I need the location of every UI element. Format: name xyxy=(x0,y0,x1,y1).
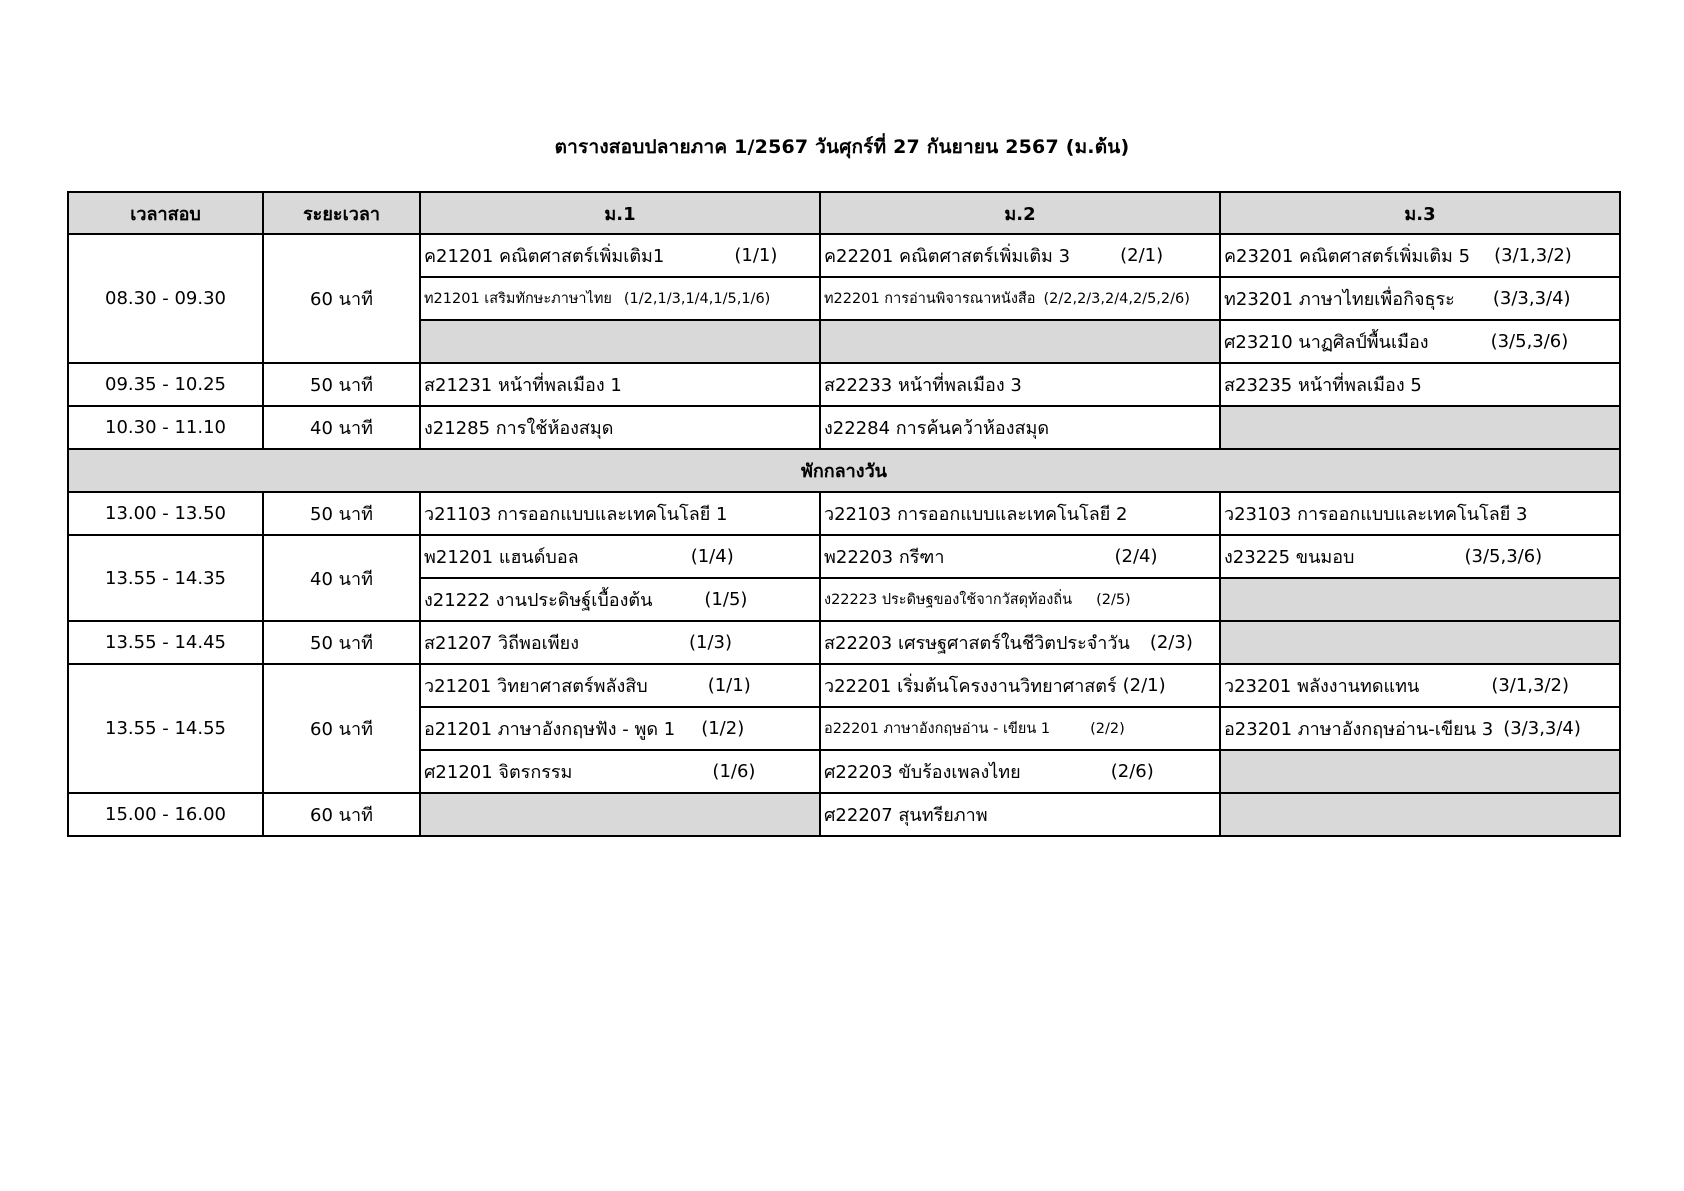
empty-cell xyxy=(820,320,1220,363)
m3-subject-cell xyxy=(1220,535,1620,578)
table-row xyxy=(68,621,1620,664)
subject-name: ค23201 คณิตศาสตร์เพิ่มเติม 5 xyxy=(1224,246,1471,267)
class-list: (2/4) xyxy=(1114,546,1158,567)
m2-subject-cell xyxy=(820,578,1220,621)
m1-subject-cell xyxy=(420,234,820,277)
exam-schedule-table xyxy=(67,191,1621,837)
m2-subject-cell: ส22233 หน้าที่พลเมือง 3 xyxy=(820,363,1220,406)
subject-name: ศ22203 ขับร้องเพลงไทย xyxy=(824,762,1021,783)
duration-cell: 60 นาที xyxy=(263,664,420,793)
duration-cell: 40 นาที xyxy=(263,406,420,449)
m1-subject-cell xyxy=(420,535,820,578)
m2-subject-cell xyxy=(820,707,1220,750)
empty-cell xyxy=(1220,793,1620,836)
subject-name: ง23225 ขนมอบ xyxy=(1224,547,1355,568)
class-list: (1/1) xyxy=(707,675,751,696)
header-row xyxy=(68,192,1620,234)
subject-name: อ22201 ภาษาอังกฤษอ่าน - เขียน 1 xyxy=(824,721,1051,737)
empty-cell xyxy=(420,320,820,363)
m3-subject-cell xyxy=(1220,277,1620,320)
m1-subject-cell xyxy=(420,750,820,793)
m1-subject-cell: ง21285 การใช้ห้องสมุด xyxy=(420,406,820,449)
m2-subject-cell xyxy=(820,750,1220,793)
table-row xyxy=(68,363,1620,406)
subject-name: ศ23210 นาฏศิลป์พื้นเมือง xyxy=(1224,332,1429,353)
class-list: (1/6) xyxy=(712,761,756,782)
lunch-break-label: พักกลางวัน xyxy=(68,449,1620,492)
time-cell: 10.30 - 11.10 xyxy=(68,406,263,449)
time-cell: 13.55 - 14.35 xyxy=(68,535,263,621)
class-list: (3/3,3/4) xyxy=(1492,288,1571,309)
class-list: (2/3) xyxy=(1149,632,1193,653)
m2-subject-cell xyxy=(820,277,1220,320)
duration-cell: 40 นาที xyxy=(263,535,420,621)
table-row xyxy=(68,406,1620,449)
subject-name: ส21207 วิถีพอเพียง xyxy=(424,633,580,654)
class-list: (2/2,2/3,2/4,2/5,2/6) xyxy=(1043,290,1190,307)
m3-subject-cell xyxy=(1220,707,1620,750)
subject-name: ง21222 งานประดิษฐ์เบื้องต้น xyxy=(424,590,653,611)
header-m1: ม.1 xyxy=(420,192,820,234)
m2-subject-cell xyxy=(820,234,1220,277)
subject-name: ศ21201 จิตรกรรม xyxy=(424,762,573,783)
header-duration: ระยะเวลา xyxy=(263,192,420,234)
m2-subject-cell xyxy=(820,535,1220,578)
subject-name: พ21201 แฮนด์บอล xyxy=(424,547,579,568)
class-list: (1/3) xyxy=(689,632,733,653)
subject-name: ว22201 เริ่มต้นโครงงานวิทยาศาสตร์ xyxy=(824,676,1117,697)
header-m2: ม.2 xyxy=(820,192,1220,234)
class-list: (1/5) xyxy=(704,589,748,610)
subject-name: ค21201 คณิตศาสตร์เพิ่มเติม1 xyxy=(424,246,665,267)
subject-name: พ22203 กรีฑา xyxy=(824,547,945,568)
subject-name: ว23201 พลังงานทดแทน xyxy=(1224,676,1420,697)
m2-subject-cell: ง22284 การค้นคว้าห้องสมุด xyxy=(820,406,1220,449)
duration-cell: 50 นาที xyxy=(263,492,420,535)
time-cell: 13.00 - 13.50 xyxy=(68,492,263,535)
time-cell: 13.55 - 14.55 xyxy=(68,664,263,793)
empty-cell xyxy=(1220,750,1620,793)
duration-cell: 60 นาที xyxy=(263,793,420,836)
time-cell: 08.30 - 09.30 xyxy=(68,234,263,363)
m3-subject-cell: ว23103 การออกแบบและเทคโนโลยี 3 xyxy=(1220,492,1620,535)
subject-name: ว21201 วิทยาศาสตร์พลังสิบ xyxy=(424,676,648,697)
class-list: (1/2,1/3,1/4,1/5,1/6) xyxy=(623,290,771,307)
m2-subject-cell xyxy=(820,621,1220,664)
duration-cell: 50 นาที xyxy=(263,621,420,664)
header-m3: ม.3 xyxy=(1220,192,1620,234)
class-list: (3/5,3/6) xyxy=(1464,546,1543,567)
time-cell: 13.55 - 14.45 xyxy=(68,621,263,664)
time-cell: 09.35 - 10.25 xyxy=(68,363,263,406)
table-row xyxy=(68,234,1620,277)
table-row xyxy=(68,793,1620,836)
empty-cell xyxy=(1220,621,1620,664)
subject-name: ส22203 เศรษฐศาสตร์ในชีวิตประจำวัน xyxy=(824,633,1130,654)
subject-name: ค22201 คณิตศาสตร์เพิ่มเติม 3 xyxy=(824,246,1071,267)
m3-subject-cell: ส23235 หน้าที่พลเมือง 5 xyxy=(1220,363,1620,406)
class-list: (1/4) xyxy=(690,546,734,567)
class-list: (3/1,3/2) xyxy=(1491,675,1570,696)
subject-name: อ21201 ภาษาอังกฤษฟัง - พูด 1 xyxy=(424,719,676,740)
subject-name: ท23201 ภาษาไทยเพื่อกิจธุระ xyxy=(1224,289,1455,310)
empty-cell xyxy=(420,793,820,836)
m1-subject-cell xyxy=(420,578,820,621)
m1-subject-cell xyxy=(420,707,820,750)
class-list: (2/1) xyxy=(1122,675,1166,696)
class-list: (2/1) xyxy=(1120,245,1164,266)
subject-name: ง22223 ประดิษฐของใช้จากวัสดุท้องถิ่น xyxy=(824,592,1073,608)
table-row xyxy=(68,664,1620,707)
m1-subject-cell: ว21103 การออกแบบและเทคโนโลยี 1 xyxy=(420,492,820,535)
m2-subject-cell: ศ22207 สุนทรียภาพ xyxy=(820,793,1220,836)
class-list: (3/3,3/4) xyxy=(1503,718,1581,739)
empty-cell xyxy=(1220,578,1620,621)
table-row xyxy=(68,535,1620,578)
class-list: (1/2) xyxy=(701,718,745,739)
subject-name: ท21201 เสริมทักษะภาษาไทย xyxy=(424,291,612,307)
header-time: เวลาสอบ xyxy=(68,192,263,234)
lunch-row xyxy=(68,449,1620,492)
m3-subject-cell xyxy=(1220,320,1620,363)
duration-cell: 50 นาที xyxy=(263,363,420,406)
class-list: (3/5,3/6) xyxy=(1490,331,1569,352)
m2-subject-cell xyxy=(820,664,1220,707)
class-list: (1/1) xyxy=(734,245,778,266)
m1-subject-cell xyxy=(420,664,820,707)
empty-cell xyxy=(1220,406,1620,449)
m3-subject-cell xyxy=(1220,664,1620,707)
m1-subject-cell xyxy=(420,277,820,320)
m1-subject-cell xyxy=(420,621,820,664)
subject-name: อ23201 ภาษาอังกฤษอ่าน-เขียน 3 xyxy=(1224,719,1494,740)
class-list: (2/6) xyxy=(1110,761,1154,782)
m3-subject-cell xyxy=(1220,234,1620,277)
m1-subject-cell: ส21231 หน้าที่พลเมือง 1 xyxy=(420,363,820,406)
class-list: (2/5) xyxy=(1096,591,1131,608)
class-list: (2/2) xyxy=(1090,720,1125,737)
class-list: (3/1,3/2) xyxy=(1494,245,1572,266)
subject-name: ท22201 การอ่านพิจารณาหนังสือ xyxy=(824,291,1036,307)
table-row xyxy=(68,492,1620,535)
duration-cell: 60 นาที xyxy=(263,234,420,363)
page-title: ตารางสอบปลายภาค 1/2567 วันศุกร์ที่ 27 กันยายน 2567 (ม.ต้น) xyxy=(554,136,1130,158)
time-cell: 15.00 - 16.00 xyxy=(68,793,263,836)
m2-subject-cell: ว22103 การออกแบบและเทคโนโลยี 2 xyxy=(820,492,1220,535)
